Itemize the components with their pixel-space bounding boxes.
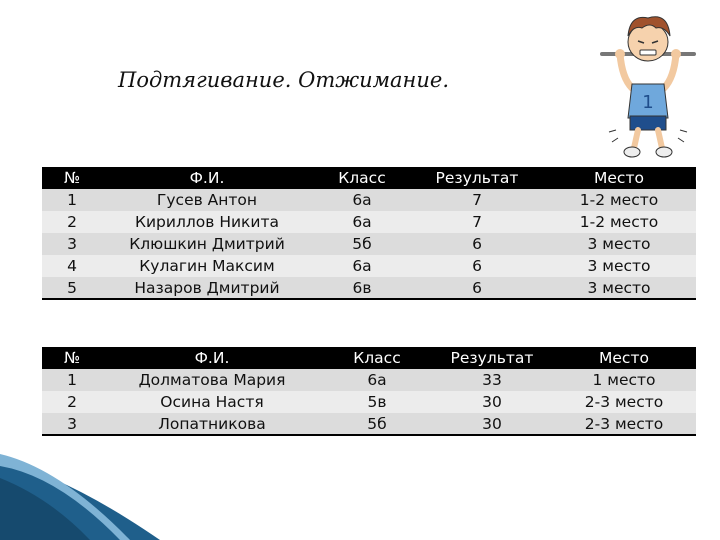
cell-place: 1-2 место: [579, 213, 659, 231]
cell-class: 5б: [352, 235, 372, 253]
col-number-header: №: [63, 349, 81, 367]
page-title: Подтягивание. Отжимание.: [118, 68, 450, 92]
cell-result: 7: [472, 191, 482, 209]
cell-number: 2: [67, 393, 77, 411]
cell-number: 3: [42, 413, 102, 435]
table-row: [42, 277, 696, 299]
jersey-number: 1: [642, 92, 654, 113]
col-class-header: Класс: [338, 169, 386, 187]
cell-place: 3 место: [587, 235, 651, 253]
cell-class: 6а: [352, 191, 372, 209]
col-place-header: Место: [594, 169, 644, 187]
cell-place: 2-3 место: [552, 413, 696, 435]
cell-result: 6: [472, 257, 482, 275]
table-row: [42, 255, 696, 277]
col-class-header: Класс: [353, 349, 401, 367]
cell-number: 1: [67, 371, 77, 389]
cell-number: 5: [42, 277, 102, 299]
cell-name: Кулагин Максим: [139, 257, 275, 275]
table-row: [42, 211, 696, 233]
cell-number: 2: [67, 213, 77, 231]
cell-class: 5в: [367, 393, 387, 411]
cell-number: 4: [67, 257, 77, 275]
col-result-header: Результат: [450, 349, 534, 367]
cell-name: Кириллов Никита: [134, 213, 280, 231]
table-row: [42, 233, 696, 255]
cell-name: Клюшкин Дмитрий: [129, 235, 285, 253]
table-row: [42, 189, 696, 211]
cell-result: 6: [412, 277, 542, 299]
col-name-header: Ф.И.: [189, 169, 225, 187]
cell-result: 30: [432, 413, 552, 435]
cell-name: Назаров Дмитрий: [102, 277, 312, 299]
table-row: [42, 369, 696, 391]
col-result-header: Результат: [435, 169, 519, 187]
cell-class: 6а: [352, 213, 372, 231]
cell-class: 5б: [322, 413, 432, 435]
cell-name: Долматова Мария: [138, 371, 286, 389]
cell-result: 33: [482, 371, 502, 389]
boy-pullup-illustration: [598, 8, 698, 163]
cell-number: 3: [67, 235, 77, 253]
table-row: [42, 391, 696, 413]
cell-result: 6: [472, 235, 482, 253]
cell-name: Осина Настя: [160, 393, 264, 411]
corner-swoosh-decoration: [0, 448, 160, 540]
table-header-row: [42, 347, 696, 369]
cell-place: 3 место: [587, 257, 651, 275]
col-number-header: №: [63, 169, 81, 187]
cell-class: 6а: [352, 257, 372, 275]
pushup-results-table: [42, 347, 696, 436]
cell-class: 6а: [367, 371, 387, 389]
cell-result: 7: [472, 213, 482, 231]
col-name-header: Ф.И.: [194, 349, 230, 367]
cell-place: 1-2 место: [579, 191, 659, 209]
cell-place: 2-3 место: [584, 393, 664, 411]
cell-name: Гусев Антон: [156, 191, 258, 209]
table-row: [42, 413, 696, 435]
cell-place: 1 место: [592, 371, 656, 389]
cell-name: Лопатникова: [102, 413, 322, 435]
table-header-row: [42, 167, 696, 189]
col-place-header: Место: [599, 349, 649, 367]
cell-result: 30: [482, 393, 502, 411]
pullup-results-table: [42, 167, 696, 300]
cell-class: 6в: [312, 277, 412, 299]
cell-number: 1: [67, 191, 77, 209]
cell-place: 3 место: [542, 277, 696, 299]
